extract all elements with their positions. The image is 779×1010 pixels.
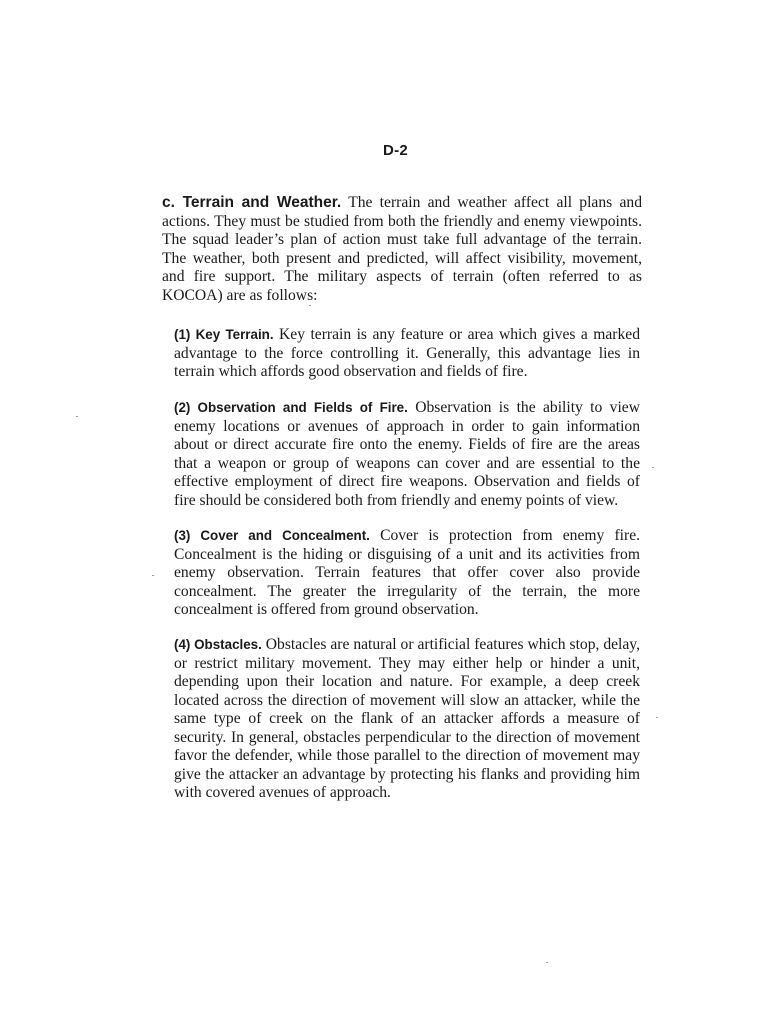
observation-heading: (2) Observation and Fields of Fire. — [174, 400, 408, 415]
scan-speck — [152, 575, 154, 576]
scan-speck — [652, 467, 654, 468]
page-number: D-2 — [383, 142, 409, 159]
section-c-heading: c. Terrain and Weather. — [162, 194, 342, 211]
obstacles-heading: (4) Obstacles. — [174, 637, 262, 652]
cover-concealment-paragraph — [174, 527, 640, 620]
obstacles-text: Obstacles are natural or artificial features which stop, delay, or restrict military movement. They may either help or hinder a unit, depending upon their location and nature. For example, a deep creek located across the direction of movement will slow an attacker, while the same type of creek on the flank of an attacker affords a measure of security. In general, obstacles perpendicular to the direction of movement favor the defender, while those parallel to the direction of movement may give the attacker an advantage by protecting his flanks and providing him with covered avenues of approach. — [174, 636, 640, 801]
section-c-paragraph — [162, 194, 642, 305]
cover-concealment-heading: (3) Cover and Concealment. — [174, 528, 370, 543]
obstacles-paragraph — [174, 636, 640, 803]
key-terrain-text: Key terrain is any feature or area which gives a marked advantage to the force controlling it. Generally, this advantage lies in terrain which affords good observation and fields of fire. — [174, 326, 641, 380]
section-c-text: The terrain and weather affect all plans and actions. They must be studied from both the friendly and enemy viewpoints. The squad leader’s plan of action must take full advantage of the terrain. The weather, both present and predicted, will affect visibility, movement, and fire support. The military aspects of terrain (often referred to as KOCOA) are as follows: — [162, 194, 642, 304]
cover-concealment-text: Cover is protection from enemy fire. Concealment is the hiding or disguising of a unit and its activities from enemy observation. Terrain features that offer cover also provide concealment. The greater the irregularity of the terrain, the more concealment is offered from ground observation. — [174, 527, 641, 618]
scan-speck — [76, 416, 78, 417]
scan-speck — [309, 305, 311, 306]
key-terrain-heading: (1) Key Terrain. — [174, 327, 274, 342]
scan-speck — [656, 717, 658, 718]
observation-text: Observation is the ability to view enemy locations or avenues of approach in order to gain information about or direct accurate fire onto the enemy. Fields of fire are the areas that a weapon or group of weapons can cover and are essential to the effective employment of direct fire weapons. Observation and fields of fire should be considered both from friendly and enemy points of view. — [174, 399, 640, 509]
key-terrain-paragraph — [174, 326, 640, 382]
scan-speck — [546, 962, 548, 963]
observation-paragraph — [174, 399, 640, 510]
